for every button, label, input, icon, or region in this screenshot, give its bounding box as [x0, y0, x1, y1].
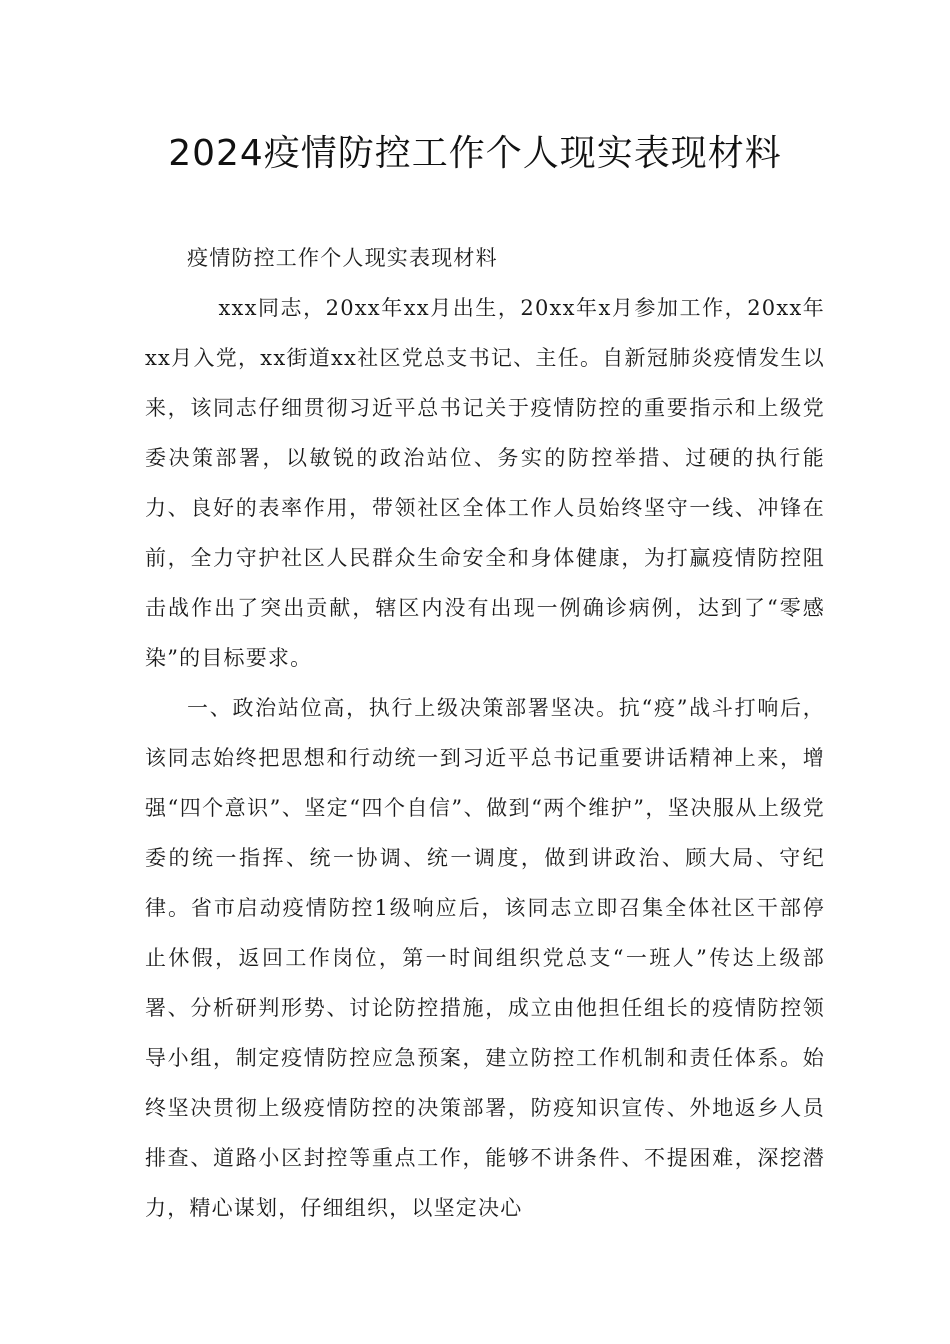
document-body — [145, 233, 825, 1233]
paragraph-section-1: 一、政治站位高，执行上级决策部署坚决。抗“疫”战斗打响后，该同志始终把思想和行动统一到习近平总书记重要讲话精神上来，增强“四个意识”、坚定“四个自信”、做到“两个维护”，坚决服从上级党委的统一指挥、统一协调、统一调度，做到讲政治、顾大局、守纪律。省市启动疫情防控1级响应后，该同志立即召集全体社区干部停止休假，返回工作岗位，第一时间组织党总支“一班人”传达上级部署、分析研判形势、讨论防控措施，成立由他担任组长的疫情防控领导小组，制定疫情防控应急预案，建立防控工作机制和责任体系。始终坚决贯彻上级疫情防控的决策部署，防疫知识宣传、外地返乡人员排查、道路小区封控等重点工作，能够不讲条件、不提困难，深挖潜力，精心谋划，仔细组织，以坚定决心 — [145, 696, 825, 1220]
document-subtitle: 疫情防控工作个人现实表现材料 — [187, 246, 498, 270]
document-title: 2024疫情防控工作个人现实表现材料 — [168, 133, 782, 174]
paragraph-intro: xxx同志，20xx年xx月出生，20xx年x月参加工作，20xx年xx月入党，xx街道xx社区党总支书记、主任。自新冠肺炎疫情发生以来，该同志仔细贯彻习近平总书记关于疫情防控的重要指示和上级党委决策部署，以敏锐的政治站位、务实的防控举措、过硬的执行能力、良好的表率作用，带领社区全体工作人员始终坚守一线、冲锋在前，全力守护社区人民群众生命安全和身体健康，为打赢疫情防控阻击战作出了突出贡献，辖区内没有出现一例确诊病例，达到了“零感染”的目标要求。 — [145, 296, 825, 670]
